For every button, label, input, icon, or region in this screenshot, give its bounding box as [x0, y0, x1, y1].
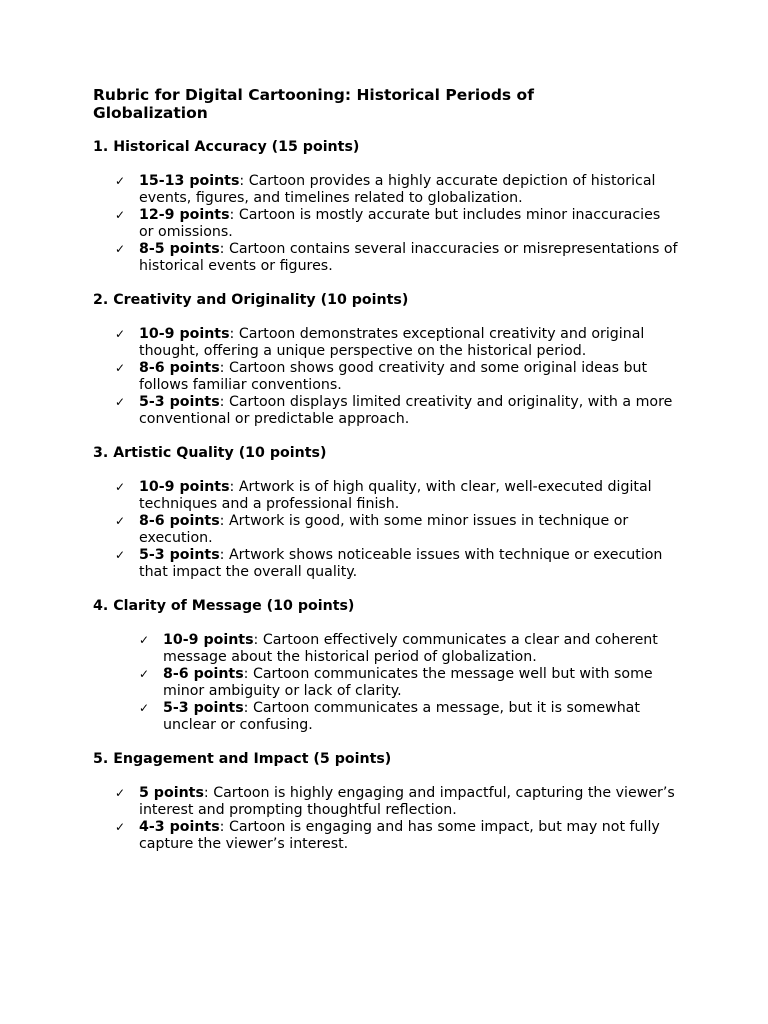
criterion-description: : Cartoon communicates a message, but it is somewhat unclear or confusing. [163, 700, 640, 733]
checkmark-icon: ✓ [139, 633, 150, 647]
criterion-item [93, 513, 679, 547]
points-range: 10-9 points [163, 632, 254, 648]
points-range: 15-13 points [139, 173, 240, 189]
criterion-description: : Cartoon is highly engaging and impactful, capturing the viewer’s interest and prompting thoughtful reflection. [139, 785, 675, 818]
checkmark-icon: ✓ [115, 208, 126, 222]
criterion-description: : Artwork is of high quality, with clear, well-executed digital techniques and a professional finish. [139, 479, 652, 512]
criterion-item [93, 173, 679, 207]
checkmark-icon: ✓ [115, 548, 126, 562]
points-range: 10-9 points [139, 479, 230, 495]
checkmark-icon: ✓ [115, 480, 126, 494]
points-range: 8-6 points [139, 360, 220, 376]
points-range: 4-3 points [139, 819, 220, 835]
criterion-description: : Artwork is good, with some minor issues in technique or execution. [139, 513, 629, 546]
criterion-description: : Cartoon provides a highly accurate depiction of historical events, figures, and timelines related to globalization. [139, 173, 656, 206]
points-range: 5-3 points [139, 547, 220, 563]
criterion-item [93, 547, 679, 581]
checkmark-icon: ✓ [115, 395, 126, 409]
checkmark-icon: ✓ [115, 174, 126, 188]
criterion-description: : Cartoon displays limited creativity and originality, with a more conventional or predictable approach. [139, 394, 673, 427]
criterion-item [93, 785, 679, 819]
criteria-list [93, 173, 693, 275]
criterion-item [93, 326, 679, 360]
criteria-list [93, 632, 693, 734]
rubric-section-artistic-quality [93, 445, 693, 581]
criterion-item [93, 394, 679, 428]
criterion-item [93, 479, 679, 513]
criterion-item [93, 241, 679, 275]
criterion-description: : Cartoon is mostly accurate but includes minor inaccuracies or omissions. [139, 207, 661, 240]
rubric-section-historical-accuracy [93, 139, 693, 275]
points-range: 10-9 points [139, 326, 230, 342]
section-heading: 3. Artistic Quality (10 points) [93, 445, 327, 461]
rubric-section-clarity [93, 598, 693, 734]
points-range: 8-5 points [139, 241, 220, 257]
checkmark-icon: ✓ [115, 327, 126, 341]
rubric-section-engagement [93, 751, 693, 853]
criterion-description: : Cartoon demonstrates exceptional creativity and original thought, offering a unique perspective on the historical period. [139, 326, 645, 359]
checkmark-icon: ✓ [115, 361, 126, 375]
section-heading: 2. Creativity and Originality (10 points) [93, 292, 409, 308]
criterion-description: : Cartoon contains several inaccuracies or misrepresentations of historical events or figures. [139, 241, 678, 274]
criterion-description: : Cartoon effectively communicates a clear and coherent message about the historical period of globalization. [163, 632, 658, 665]
checkmark-icon: ✓ [139, 667, 150, 681]
criterion-description: : Cartoon shows good creativity and some original ideas but follows familiar conventions. [139, 360, 648, 393]
checkmark-icon: ✓ [139, 701, 150, 715]
points-range: 5-3 points [139, 394, 220, 410]
document-title: Rubric for Digital Cartooning: Historical Periods of Globalization [93, 86, 534, 122]
criterion-item [93, 632, 679, 666]
section-heading: 1. Historical Accuracy (15 points) [93, 139, 360, 155]
checkmark-icon: ✓ [115, 514, 126, 528]
section-heading: 4. Clarity of Message (10 points) [93, 598, 355, 614]
criteria-list [93, 785, 693, 853]
rubric-section-creativity [93, 292, 693, 428]
section-heading: 5. Engagement and Impact (5 points) [93, 751, 392, 767]
criterion-item [93, 819, 679, 853]
points-range: 8-6 points [163, 666, 244, 682]
criteria-list [93, 479, 693, 581]
criterion-description: : Cartoon is engaging and has some impact, but may not fully capture the viewer’s interest. [139, 819, 660, 852]
points-range: 8-6 points [139, 513, 220, 529]
criterion-item [93, 360, 679, 394]
checkmark-icon: ✓ [115, 786, 126, 800]
criterion-item [93, 700, 679, 734]
criterion-item [93, 207, 679, 241]
points-range: 12-9 points [139, 207, 230, 223]
document-page [93, 86, 693, 853]
checkmark-icon: ✓ [115, 242, 126, 256]
checkmark-icon: ✓ [115, 820, 126, 834]
criteria-list [93, 326, 693, 428]
points-range: 5 points [139, 785, 204, 801]
criterion-description: : Artwork shows noticeable issues with technique or execution that impact the overall quality. [139, 547, 663, 580]
points-range: 5-3 points [163, 700, 244, 716]
criterion-description: : Cartoon communicates the message well but with some minor ambiguity or lack of clarity. [163, 666, 653, 699]
criterion-item [93, 666, 679, 700]
